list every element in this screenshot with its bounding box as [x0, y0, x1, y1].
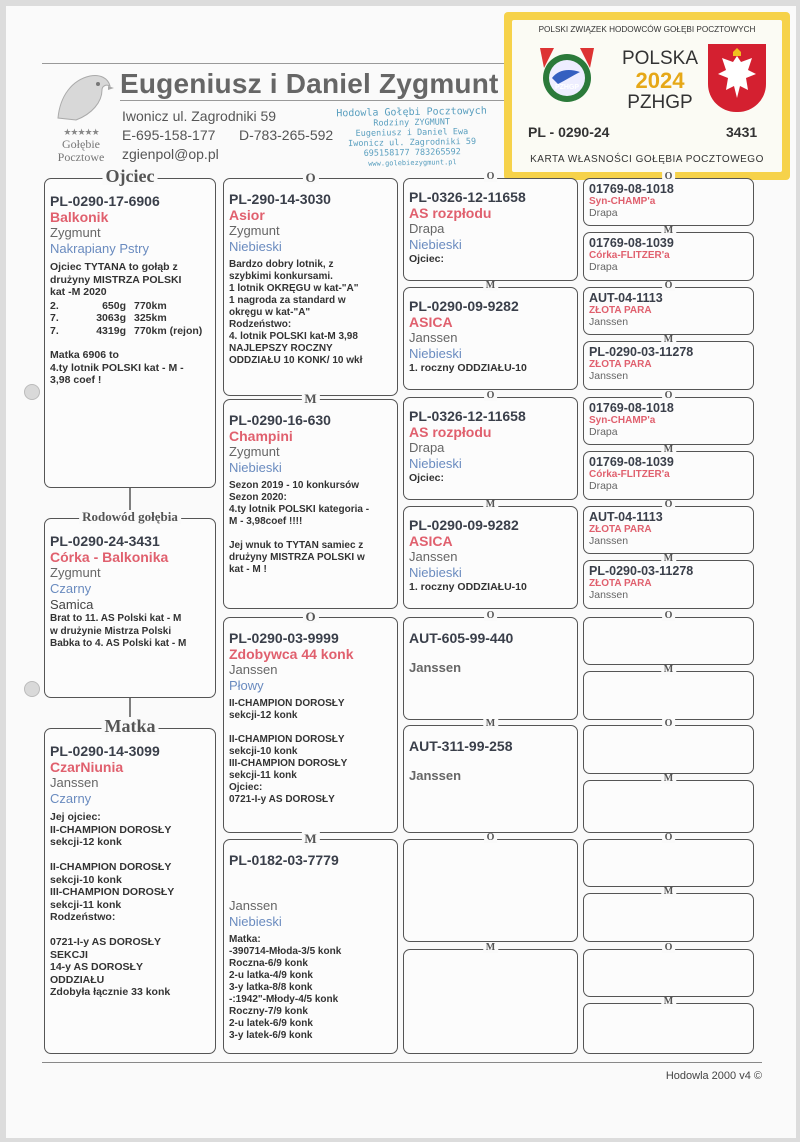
result-row [50, 300, 202, 313]
gen4-breeder: Drapa [589, 480, 618, 492]
stamp-line: 695158177 783265592 [363, 147, 461, 159]
logo-text-1: Gołębie [62, 137, 100, 151]
gen4-ring: 01769-08-1018 [589, 401, 674, 415]
gen3-name: ASICA [409, 314, 453, 330]
subject-name: Córka - Balkonika [50, 549, 169, 565]
sex-label-m: M [661, 335, 676, 345]
ff-notes: Bardzo dobry lotnik, z szybkimi konkursami. 1 lotnik OKRĘGU w kat-"A" 1 nagroda za standard w okręgu w kat-"A" Rodzeństwo: 4. lotnik POLSKI kat-M 3,98 NAJLEPSZY ROCZNY ODDZIAŁU 10 KONK/ 10 wkł [229, 259, 363, 366]
subject-color: Czarny [50, 581, 92, 596]
sex-label-o: O [662, 172, 676, 182]
sex-label-m: M [483, 281, 498, 291]
card-footer: KARTA WŁASNOŚCI GOŁĘBIA POCZTOWEGO [530, 154, 764, 165]
sex-label-m: M [483, 500, 498, 510]
ownership-card [504, 12, 790, 180]
breeder-title: Eugeniusz i Daniel Zygmunt [120, 68, 499, 99]
result-row [50, 325, 202, 338]
sex-label-o: O [662, 391, 676, 401]
gen4-breeder: Janssen [589, 370, 629, 382]
gen3-card-empty[interactable] [403, 942, 578, 1054]
subject-card[interactable] [44, 509, 216, 698]
pedigree-sheet [6, 6, 796, 1138]
card-number: 3431 [726, 124, 758, 140]
gen4-card-empty[interactable] [583, 773, 754, 833]
gen3-breeder: Drapa [409, 221, 445, 236]
subject-sex: Samica [50, 597, 94, 612]
sex-label-m: M [661, 774, 676, 784]
gen4-ring: PL-0290-03-11278 [589, 345, 694, 359]
pzhgp-emblem-icon [532, 44, 602, 106]
gen3-ring: PL-0326-12-11658 [409, 408, 526, 424]
father-father-card[interactable] [223, 170, 398, 396]
sex-label-o: O [662, 719, 676, 729]
poland-emblem [708, 44, 766, 112]
mf-breeder: Janssen [229, 662, 278, 677]
pzhgp-logo [532, 44, 602, 106]
result-weight: 4319g [96, 324, 126, 337]
gen4-breeder: Drapa [589, 261, 618, 273]
gen3-breeder: Janssen [409, 660, 462, 675]
gen4-card-empty[interactable] [583, 610, 754, 665]
breeder-phone-1: E-695-158-177 [122, 127, 216, 143]
subject-notes: Brat to 11. AS Polski kat - M w drużynie Mistrza Polski Babka to 4. AS Polski kat - M [50, 613, 187, 649]
gen4-card[interactable] [583, 390, 754, 445]
sex-label-o: O [484, 833, 498, 843]
gen4-name: ZŁOTA PARA [589, 305, 652, 316]
mother-breeder: Janssen [50, 775, 99, 790]
mm-ring: PL-0182-03-7779 [229, 852, 339, 868]
sex-label-o: O [662, 943, 676, 953]
gen4-card[interactable] [583, 334, 754, 390]
gen4-card[interactable] [583, 499, 754, 554]
gen4-breeder: Drapa [589, 426, 618, 438]
logo-text-2: Pocztowe [57, 150, 105, 164]
sex-label-m: M [483, 943, 498, 953]
breeder-phone-2: D-783-265-592 [239, 127, 334, 143]
gen4-card[interactable] [583, 171, 754, 226]
mother-ring: PL-0290-14-3099 [50, 743, 160, 759]
card-ring: PL - 0290-24 [528, 124, 610, 140]
gen3-extra: Ojciec: [409, 472, 445, 484]
gen4-card-empty[interactable] [583, 996, 754, 1054]
stamp-line: Eugeniusz i Daniel Ewa [355, 127, 469, 139]
footer-rule [42, 1062, 762, 1063]
gen4-card[interactable] [583, 280, 754, 335]
breeder-address: Iwonicz ul. Zagrodniki 59 [122, 108, 277, 124]
father-notes-2: Matka 6906 to 4.ty lotnik POLSKI kat - M - 3,98 coef ! [50, 349, 184, 386]
card-country: POLSKA [621, 48, 699, 69]
mother-label: Matka [102, 717, 159, 735]
punch-hole-bottom [24, 681, 40, 697]
gen3-color: Niebieski [409, 565, 462, 580]
mother-notes: Jej ojciec: II-CHAMPION DOROSŁY sekcji-12 konk II-CHAMPION DOROSŁY sekcji-10 konk III-CHAMPION DOROSŁY sekcji-11 konk Rodzeństwo: 0721-I-y AS DOROSŁY SEKCJI 14-y AS DOROSŁY ODDZIAŁU Zdobyła łącznie 33 konk [50, 811, 175, 998]
gen4-card-empty[interactable] [583, 832, 754, 887]
result-weight: 650g [102, 299, 126, 312]
sex-label-m: M [661, 665, 676, 675]
fm-breeder: Zygmunt [229, 444, 280, 459]
gen4-ring: AUT-04-1113 [589, 291, 663, 305]
gen3-card[interactable] [403, 499, 578, 609]
sex-label-m: M [483, 719, 498, 729]
gen4-breeder: Janssen [589, 589, 629, 601]
gen4-card-empty[interactable] [583, 664, 754, 720]
gen3-card[interactable] [403, 280, 578, 390]
sex-label-m: M [301, 392, 319, 405]
fm-color: Niebieski [229, 460, 282, 475]
father-notes: Ojciec TYTANA to gołąb z drużyny MISTRZA POLSKI kat -M 2020 [50, 261, 182, 298]
pzhgp-logo-text: PZHGP [554, 84, 580, 91]
gen4-ring: AUT-04-1113 [589, 510, 663, 524]
sex-label-o: O [662, 500, 676, 510]
sex-label-o: O [484, 172, 498, 182]
breeder-logo [46, 66, 116, 164]
gen3-name: ASICA [409, 533, 453, 549]
result-distance: 770km [134, 299, 167, 312]
gen4-name: Syn-CHAMP'a [589, 415, 656, 426]
sex-label-m: M [661, 554, 676, 564]
gen3-extra: 1. roczny ODDZIAŁU-10 [409, 581, 527, 593]
mf-name: Zdobywca 44 konk [229, 646, 354, 662]
gen3-ring: PL-0326-12-11658 [409, 189, 526, 205]
sex-label-m: M [661, 445, 676, 455]
result-place: 7. [50, 312, 59, 324]
gen3-color: Niebieski [409, 346, 462, 361]
gen3-breeder: Drapa [409, 440, 445, 455]
gen4-name: ZŁOTA PARA [589, 359, 652, 370]
sex-label-o: O [302, 171, 318, 184]
gen4-ring: 01769-08-1018 [589, 182, 674, 196]
ff-ring: PL-290-14-3030 [229, 191, 331, 207]
gen3-card[interactable] [403, 610, 578, 720]
mf-color: Płowy [229, 678, 264, 693]
mother-father-card[interactable] [223, 609, 398, 833]
result-place: 7. [50, 324, 59, 337]
sex-label-o: O [484, 391, 498, 401]
father-color: Nakrapiany Pstry [50, 241, 149, 256]
gen4-card-empty[interactable] [583, 886, 754, 942]
sex-label-m: M [661, 226, 676, 236]
father-mother-card[interactable] [223, 391, 398, 609]
gen3-name: AS rozpłodu [409, 424, 492, 440]
mother-name: CzarNiunia [50, 759, 124, 775]
gen3-card[interactable] [403, 171, 578, 281]
mf-ring: PL-0290-03-9999 [229, 630, 339, 646]
father-ring: PL-0290-17-6906 [50, 193, 160, 209]
result-place: 2. [50, 299, 59, 312]
result-distance: 325km [134, 312, 167, 324]
mm-color: Niebieski [229, 914, 282, 929]
father-breeder: Zygmunt [50, 225, 101, 240]
card-org: POLSKI ZWIĄZEK HODOWCÓW GOŁĘBI POCZTOWYCH [538, 25, 756, 34]
gen4-breeder: Drapa [589, 207, 618, 219]
result-row [50, 312, 202, 325]
gen3-breeder: Janssen [409, 330, 458, 345]
gen3-card[interactable] [403, 718, 578, 833]
card-abbr: PZHGP [627, 92, 693, 113]
mother-mother-card[interactable] [223, 831, 398, 1054]
gen3-card-empty[interactable] [403, 832, 578, 942]
gen4-name: ZŁOTA PARA [589, 524, 652, 535]
pedigree-label: Rodowód gołębia [79, 510, 181, 524]
gen3-color: Niebieski [409, 237, 462, 252]
gen3-ring: AUT-311-99-258 [409, 738, 513, 754]
gen4-card[interactable] [583, 553, 754, 609]
sex-label-o: O [484, 611, 498, 621]
sex-label-o: O [662, 611, 676, 621]
stamp-line: Rodziny ZYGMUNT [373, 117, 451, 129]
breeder-stamp [323, 105, 500, 169]
eagle-icon [708, 44, 766, 112]
gen3-ring: AUT-605-99-440 [409, 630, 514, 646]
fm-ring: PL-0290-16-630 [229, 412, 331, 428]
gen3-breeder: Janssen [409, 549, 458, 564]
gen4-name: Córka-FLITZER'a [589, 469, 670, 480]
punch-hole-top [24, 384, 40, 400]
stamp-line: Hodowla Gołębi Pocztowych [336, 105, 487, 120]
gen4-card[interactable] [583, 444, 754, 500]
sex-label-o: O [662, 833, 676, 843]
footer-text: Hodowla 2000 v4 © [665, 1070, 762, 1082]
gen3-extra: 1. roczny ODDZIAŁU-10 [409, 362, 527, 374]
gen3-color: Niebieski [409, 456, 462, 471]
gen4-name: Córka-FLITZER'a [589, 250, 670, 261]
gen3-name: AS rozpłodu [409, 205, 492, 221]
gen3-ring: PL-0290-09-9282 [409, 517, 519, 533]
header-rule-2 [120, 100, 510, 101]
logo-stars: ★★★★★ [63, 127, 99, 137]
gen4-card[interactable] [583, 225, 754, 281]
father-results [50, 300, 202, 338]
mm-breeder: Janssen [229, 898, 278, 913]
stamp-line: www.golebiezygmunt.pl [368, 158, 457, 168]
gen3-extra: Ojciec: [409, 253, 445, 265]
ff-breeder: Zygmunt [229, 223, 280, 238]
fm-notes: Sezon 2019 - 10 konkursów Sezon 2020: 4.ty lotnik POLSKI kategoria - M - 3,98coef !!!! Jej wnuk to TYTAN samiec z drużyny MISTRZA POLSKI w kat - M ! [229, 480, 370, 575]
result-distance: 770km (rejon) [134, 324, 203, 337]
ff-name: Asior [229, 207, 265, 223]
fm-name: Champini [229, 428, 293, 444]
sex-label-m: M [661, 997, 676, 1007]
subject-breeder: Zygmunt [50, 565, 101, 580]
mother-card[interactable] [44, 716, 216, 1054]
gen4-card-empty[interactable] [583, 718, 754, 774]
gen4-ring: 01769-08-1039 [589, 236, 674, 250]
sex-label-o: O [302, 610, 318, 623]
gen4-breeder: Janssen [589, 535, 629, 547]
gen4-name: Syn-CHAMP'a [589, 196, 656, 207]
pigeon-icon [46, 66, 116, 124]
result-weight: 3063g [96, 312, 126, 324]
gen4-breeder: Janssen [589, 316, 629, 328]
gen3-breeder: Janssen [409, 768, 462, 783]
father-label: Ojciec [103, 167, 158, 185]
header-rule [42, 63, 512, 64]
mf-notes: II-CHAMPION DOROSŁY sekcji-12 konk II-CHAMPION DOROSŁY sekcji-10 konk III-CHAMPION DOROSŁY sekcji-11 konk Ojciec: 0721-I-y AS DOROSŁY [229, 698, 348, 805]
gen4-card-empty[interactable] [583, 942, 754, 997]
breeder-email: zgienpol@op.pl [122, 146, 219, 162]
gen4-ring: PL-0290-03-11278 [589, 564, 694, 578]
father-card[interactable] [44, 166, 216, 488]
sex-label-o: O [662, 281, 676, 291]
ff-color: Niebieski [229, 239, 282, 254]
card-year: 2024 [635, 68, 685, 93]
gen4-ring: 01769-08-1039 [589, 455, 674, 469]
sex-label-m: M [661, 887, 676, 897]
stamp-line: Iwonicz ul. Zagrodniki 59 [348, 136, 477, 150]
sex-label-m: M [301, 832, 319, 845]
gen3-ring: PL-0290-09-9282 [409, 298, 519, 314]
gen4-name: ZŁOTA PARA [589, 578, 652, 589]
father-name: Balkonik [50, 209, 109, 225]
mm-notes: Matka: -390714-Młoda-3/5 konk Roczna-6/9 konk 2-u latka-4/9 konk 3-y latka-8/8 konk -:1942"-Młody-4/5 konk Roczny-7/9 konk 2-u latek-6/9 konk 3-y latek-6/9 konk [229, 934, 342, 1041]
gen3-card[interactable] [403, 390, 578, 500]
subject-ring: PL-0290-24-3431 [50, 533, 160, 549]
mother-color: Czarny [50, 791, 92, 806]
